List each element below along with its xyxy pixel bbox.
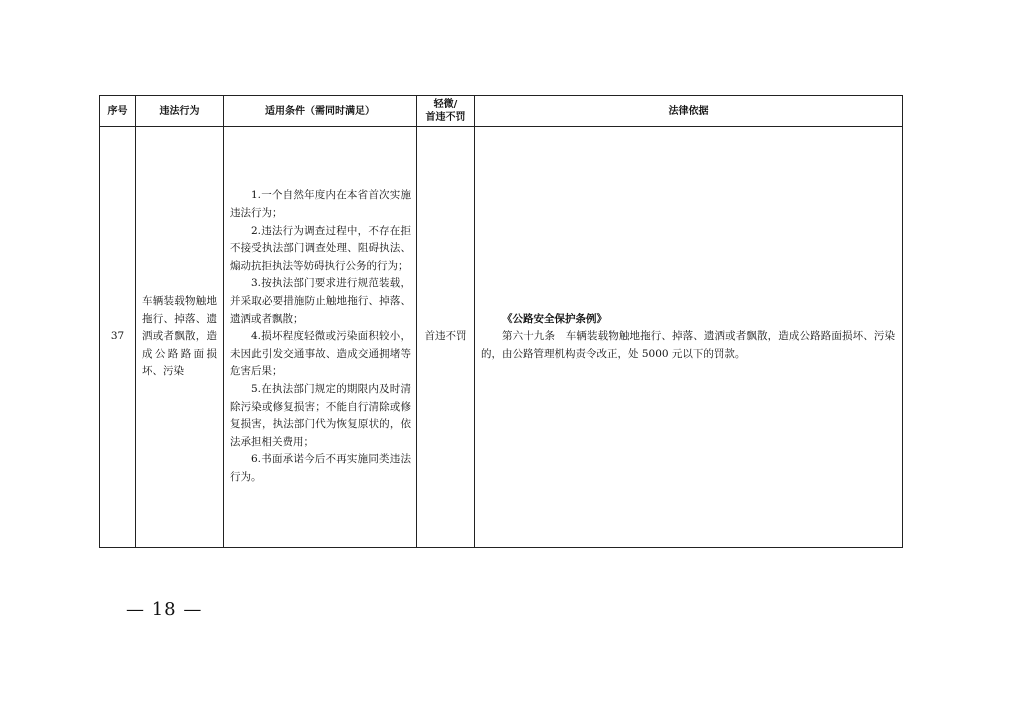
header-legal-basis: 法律依据 <box>475 96 903 127</box>
header-first-offense <box>417 96 475 127</box>
condition-item: 3.按执法部门要求进行规范装载，并采取必要措施防止触地拖行、掉落、遗洒或者飘散； <box>230 277 411 325</box>
header-violation: 违法行为 <box>136 96 224 127</box>
header-conditions: 适用条件（需同时满足） <box>224 96 417 127</box>
table-header-row <box>100 96 903 127</box>
cell-no: 37 <box>100 127 136 548</box>
cell-violation: 车辆装载物触地拖行、掉落、遗洒或者飘散，造成公路路面损坏、污染 <box>136 127 224 548</box>
condition-item: 6.书面承诺今后不再实施同类违法行为。 <box>230 453 411 483</box>
header-first-line2: 首违不罚 <box>425 112 466 123</box>
header-no: 序号 <box>100 96 136 127</box>
condition-item: 5.在执法部门规定的期限内及时清除污染或修复损害；不能自行清除或修复损害，执法部门代为恢复原状的，依法承担相关费用； <box>230 382 411 448</box>
header-first-line1: 轻微/ <box>433 99 458 110</box>
enforcement-table <box>99 95 903 548</box>
condition-item: 2.违法行为调查过程中，不存在拒不接受执法部门调查处理、阻碍执法、煽动抗拒执法等妨碍执行公务的行为； <box>230 224 411 272</box>
table-row <box>100 127 903 548</box>
condition-item: 4.损坏程度轻微或污染面积较小，未因此引发交通事故、造成交通拥堵等危害后果； <box>230 330 411 378</box>
cell-conditions <box>224 127 417 548</box>
condition-item: 1.一个自然年度内在本省首次实施违法行为； <box>230 189 411 220</box>
cell-first-offense: 首违不罚 <box>417 127 475 548</box>
law-text: 第六十九条 车辆装载物触地拖行、掉落、遗洒或者飘散，造成公路路面损坏、污染的，由公路管理机构责令改正，处 5000 元以下的罚款。 <box>481 330 895 360</box>
page-number: — 18 — <box>126 599 203 620</box>
law-title: 《公路安全保护条例》 <box>502 312 607 325</box>
cell-legal-basis <box>475 127 903 548</box>
